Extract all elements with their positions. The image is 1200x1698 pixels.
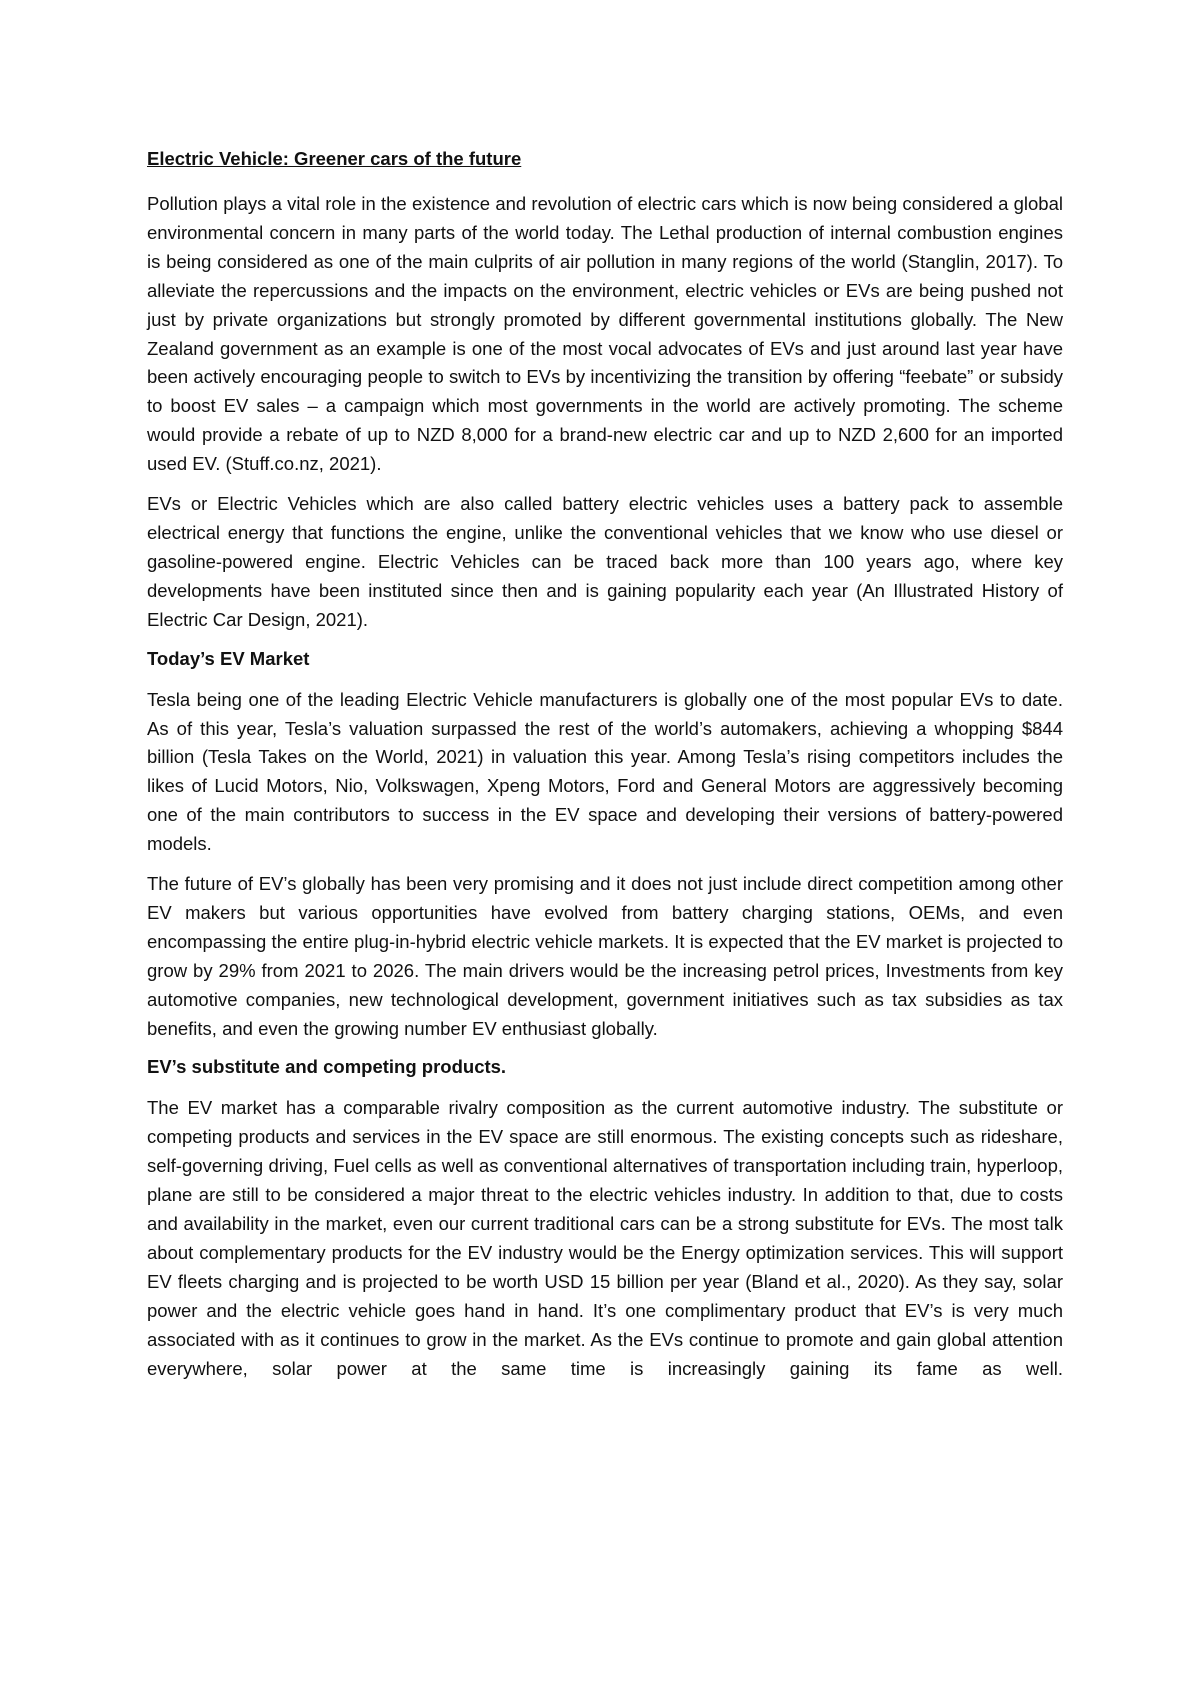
paragraph-ev-definition: EVs or Electric Vehicles which are also called battery electric vehicles uses a battery pack to assemble electrical energy that functions the engine, unlike the conventional vehicles that we know who use diesel or gasoline-powered engine. Electric Vehicles can be traced back more than 100 years ago, where key developments have been instituted since then and is gaining popularity each year (An Illustrated History of Electric Car Design, 2021). [147,493,1063,630]
paragraph-future: The future of EV’s globally has been very promising and it does not just include direct competition among other EV makers but various opportunities have evolved from battery charging stations, OEMs, and even encompassing the entire plug-in-hybrid electric vehicle markets. It is expected that the EV market is projected to grow by 29% from 2021 to 2026. The main drivers would be the increasing petrol prices, Investments from key automotive companies, new technological development, government initiatives such as tax subsidies as tax benefits, and even the growing number EV enthusiast globally. [147,873,1063,1039]
document-body [147,146,1063,1395]
document-title: Electric Vehicle: Greener cars of the future [147,148,522,169]
heading-ev-market: Today’s EV Market [147,647,310,669]
paragraph-tesla: Tesla being one of the leading Electric Vehicle manufacturers is globally one of the most popular EVs to date. As of this year, Tesla’s valuation surpassed the rest of the world’s automakers, achieving a whopping $844 billion (Tesla Takes on the World, 2021) in valuation this year. Among Tesla’s rising competitors includes the likes of Lucid Motors, Nio, Volkswagen, Xpeng Motors, Ford and General Motors are aggressively becoming one of the main contributors to success in the EV space and developing their versions of battery-powered models. [147,688,1063,855]
paragraph-pollution: Pollution plays a vital role in the existence and revolution of electric cars which is now being considered a global environmental concern in many parts of the world today. The Lethal production of internal combustion engines is being considered as one of the main culprits of air pollution in many regions of the world (Stanglin, 2017). To alleviate the repercussions and the impacts on the environment, electric vehicles or EVs are being pushed not just by private organizations but strongly promoted by different governmental institutions globally. The New Zealand government as an example is one of the most vocal advocates of EVs and just around last year have been actively encouraging people to switch to EVs by incentivizing the transition by offering “feebate” or subsidy to boost EV sales – a campaign which most governments in the world are actively promoting. The scheme would provide a rebate of up to NZD 8,000 for a brand-new electric car and up to NZD 2,600 for an imported used EV. (Stuff.co.nz, 2021). [147,193,1063,475]
heading-substitute-products: EV’s substitute and competing products. [147,1056,507,1078]
paragraph-substitutes: The EV market has a comparable rivalry composition as the current automotive industry. The substitute or competing products and services in the EV space are still enormous. The existing concepts such as rideshare, self-governing driving, Fuel cells as well as conventional alternatives of transportation including train, hyperloop, plane are still to be considered a major threat to the electric vehicles industry. In addition to that, due to costs and availability in the market, even our current traditional cars can be a strong substitute for EVs. The most talk about complementary products for the EV industry would be the Energy optimization services. This will support EV fleets charging and is projected to be worth USD 15 billion per year (Bland et al., 2020). As they say, solar power and the electric vehicle goes hand in hand. It’s one complimentary product that EV’s is very much associated with as it continues to grow in the market. As the EVs continue to promote and gain global attention everywhere, solar power at the same time is increasingly gaining its fame as well. [147,1097,1063,1379]
